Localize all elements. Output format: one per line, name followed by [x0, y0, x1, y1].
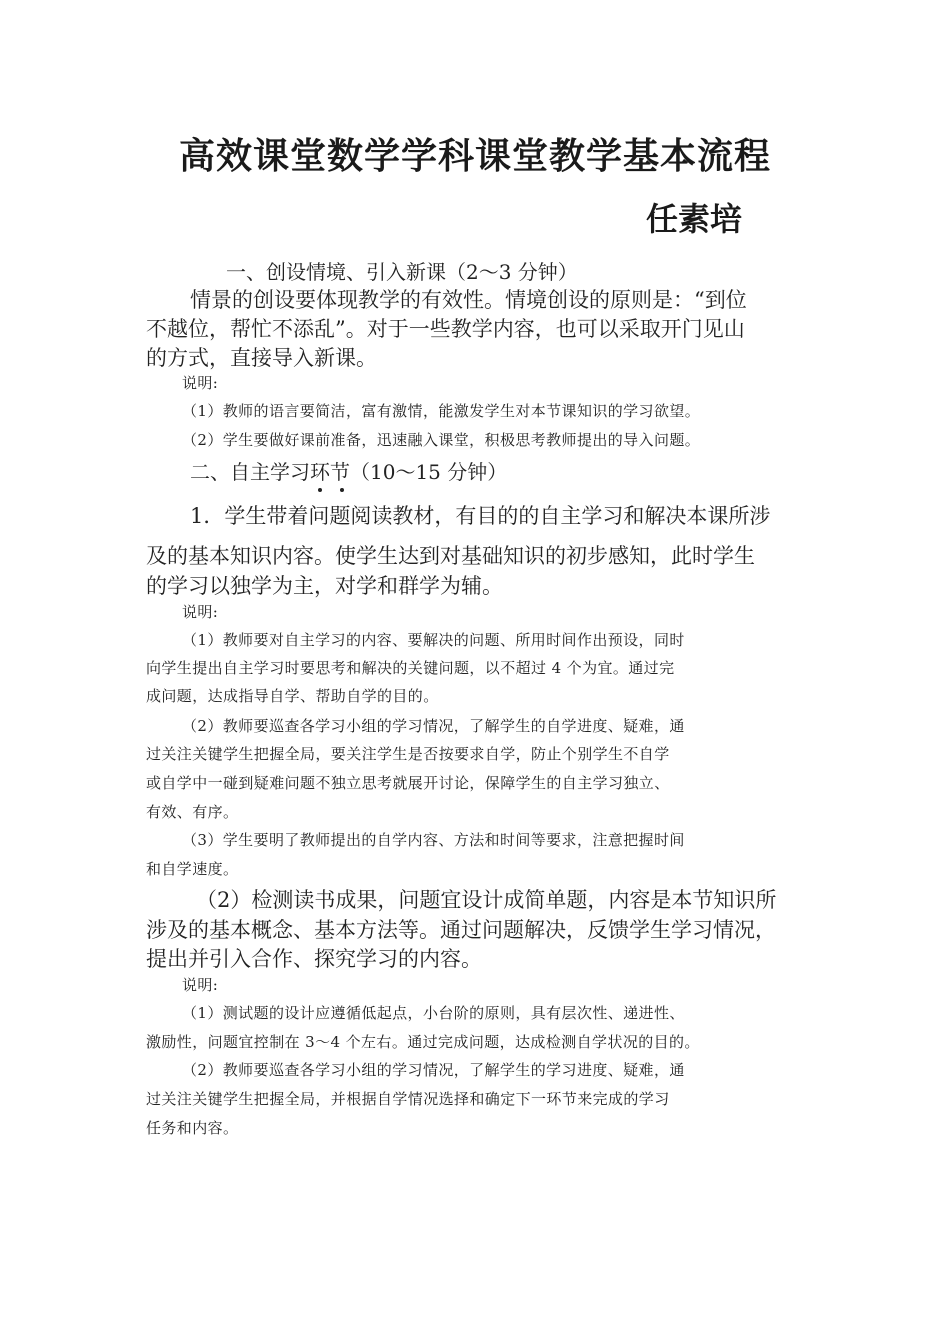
section2-note2-label: 说明: — [182, 976, 219, 994]
section2-note-line: 过关注关键学生把握全局，要关注学生是否按要求自学，防止个别学生不自学 — [146, 745, 670, 763]
section2-note2-line: 激励性，问题宜控制在 3～4 个左右。通过完成问题，达成检测自学状况的目的。 — [146, 1033, 700, 1051]
section1-heading: 一、创设情境、引入新课（2～3 分钟） — [226, 260, 578, 284]
section2-note-line: 和自学速度。 — [146, 860, 239, 878]
section1-para-line: 的方式，直接导入新课。 — [146, 346, 377, 370]
section2-note-line: （1）教师要对自主学习的内容、要解决的问题、所用时间作出预设，同时 — [182, 631, 685, 649]
document-title: 高效课堂数学学科课堂教学基本流程 — [178, 136, 771, 177]
section2-note2-line: （1）测试题的设计应遵循低起点，小台阶的原则，具有层次性、递进性、 — [182, 1004, 685, 1022]
section2-item1-line: 及的基本知识内容。使学生达到对基础知识的初步感知，此时学生 — [146, 544, 755, 568]
section2-note-label: 说明: — [182, 603, 219, 621]
section2-item2-line: 提出并引入合作、探究学习的内容。 — [146, 947, 482, 971]
section2-note-line: （2）教师要巡查各学习小组的学习情况，了解学生的自学进度、疑难，通 — [182, 717, 685, 735]
section2-note-line: 向学生提出自主学习时要思考和解决的关键问题，以不超过 4 个为宜。通过完 — [146, 659, 675, 677]
section2-note2-line: 任务和内容。 — [146, 1119, 239, 1137]
section1-note: （2）学生要做好课前准备，迅速融入课堂，积极思考教师提出的导入问题。 — [182, 431, 701, 449]
section2-note2-line: 过关注关键学生把握全局，并根据自学情况选择和确定下一环节来完成的学习 — [146, 1090, 670, 1108]
section1-para-line: 不越位，帮忙不添乱”。对于一些教学内容，也可以采取开门见山 — [146, 317, 745, 341]
section2-note-line: （3）学生要明了教师提出的自学内容、方法和时间等要求，注意把握时间 — [182, 831, 685, 849]
emphasis-dots — [316, 484, 356, 496]
section1-note-label: 说明: — [182, 374, 219, 392]
section2-heading: 二、自主学习环节（10～15 分钟） — [190, 460, 508, 484]
section1-para-line: 情景的创设要体现教学的有效性。情境创设的原则是：“到位 — [190, 288, 747, 312]
section2-item2-line: 涉及的基本概念、基本方法等。通过问题解决，反馈学生学习情况， — [146, 918, 776, 942]
section2-note-line: 成问题，达成指导自学、帮助自学的目的。 — [146, 687, 439, 705]
section2-item1-line: 1．学生带着问题阅读教材，有目的的自主学习和解决本课所涉 — [190, 504, 771, 528]
section2-item1-line: 的学习以独学为主，对学和群学为辅。 — [146, 574, 503, 598]
section1-note: （1）教师的语言要简洁，富有激情，能激发学生对本节课知识的学习欲望。 — [182, 402, 701, 420]
section2-note2-line: （2）教师要巡查各学习小组的学习情况，了解学生的学习进度、疑难，通 — [182, 1061, 685, 1079]
author-name: 任素培 — [646, 200, 743, 238]
section2-note-line: 或自学中一碰到疑难问题不独立思考就展开讨论，保障学生的自主学习独立、 — [146, 774, 670, 792]
section2-note-line: 有效、有序。 — [146, 803, 239, 821]
section2-item2-line: （2）检测读书成果，问题宜设计成简单题，内容是本节知识所 — [196, 888, 777, 912]
